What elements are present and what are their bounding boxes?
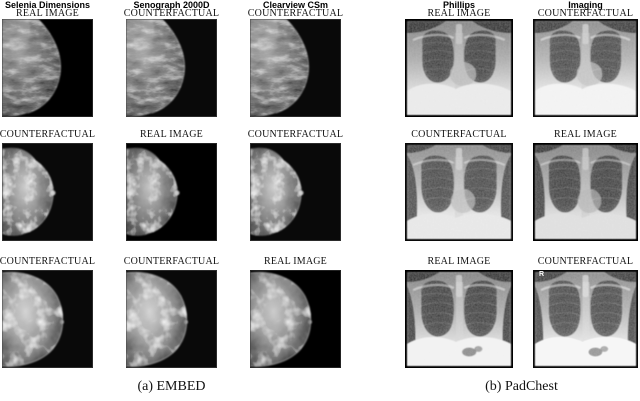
column-header-text: Phillips bbox=[442, 0, 475, 10]
tile-label: COUNTERFACTUAL bbox=[247, 129, 344, 140]
mammogram-tile bbox=[126, 19, 217, 117]
tile-label: COUNTERFACTUAL bbox=[537, 8, 634, 19]
tile-label: COUNTERFACTUAL bbox=[247, 8, 344, 19]
panel-caption-embed: (a) EMBED bbox=[137, 379, 206, 394]
mammogram-tile bbox=[2, 19, 93, 117]
tile-label: COUNTERFACTUAL bbox=[123, 256, 220, 267]
mammogram-tile bbox=[126, 270, 217, 368]
chest-xray-tile bbox=[533, 270, 638, 368]
tile-label: REAL IMAGE bbox=[15, 8, 79, 19]
mammogram-tile bbox=[2, 270, 93, 368]
mammogram-tile bbox=[2, 143, 93, 241]
tile-label: COUNTERFACTUAL bbox=[537, 256, 634, 267]
mammogram-tile bbox=[250, 19, 341, 117]
mammogram-tile bbox=[250, 270, 341, 368]
tile-label: COUNTERFACTUAL bbox=[411, 129, 507, 140]
tile-label: COUNTERFACTUAL bbox=[123, 8, 220, 19]
chest-xray-tile bbox=[533, 143, 638, 241]
column-header-text: Clearview CSm bbox=[262, 0, 329, 10]
tile-label: COUNTERFACTUAL bbox=[0, 256, 96, 267]
chest-xray-tile bbox=[405, 270, 513, 368]
tile-label: REAL IMAGE bbox=[553, 129, 617, 140]
panel-caption-padchest: (b) PadChest bbox=[485, 379, 558, 394]
tile-label: REAL IMAGE bbox=[263, 256, 327, 267]
tile-label: REAL IMAGE bbox=[139, 129, 203, 140]
tile-label: REAL IMAGE bbox=[427, 256, 491, 267]
mammogram-tile bbox=[250, 143, 341, 241]
chest-xray-tile bbox=[405, 19, 513, 117]
column-header-text: Selenia Dimensions bbox=[4, 0, 91, 10]
chest-xray-tile bbox=[405, 143, 513, 241]
column-header-text: Imaging bbox=[568, 0, 603, 10]
column-header-text: Senograph 2000D bbox=[133, 0, 210, 10]
mammogram-tile bbox=[126, 143, 217, 241]
tile-label: COUNTERFACTUAL bbox=[0, 129, 96, 140]
orientation-marker-r: R bbox=[539, 271, 545, 278]
tile-label: REAL IMAGE bbox=[427, 8, 491, 19]
chest-xray-tile bbox=[533, 19, 638, 117]
